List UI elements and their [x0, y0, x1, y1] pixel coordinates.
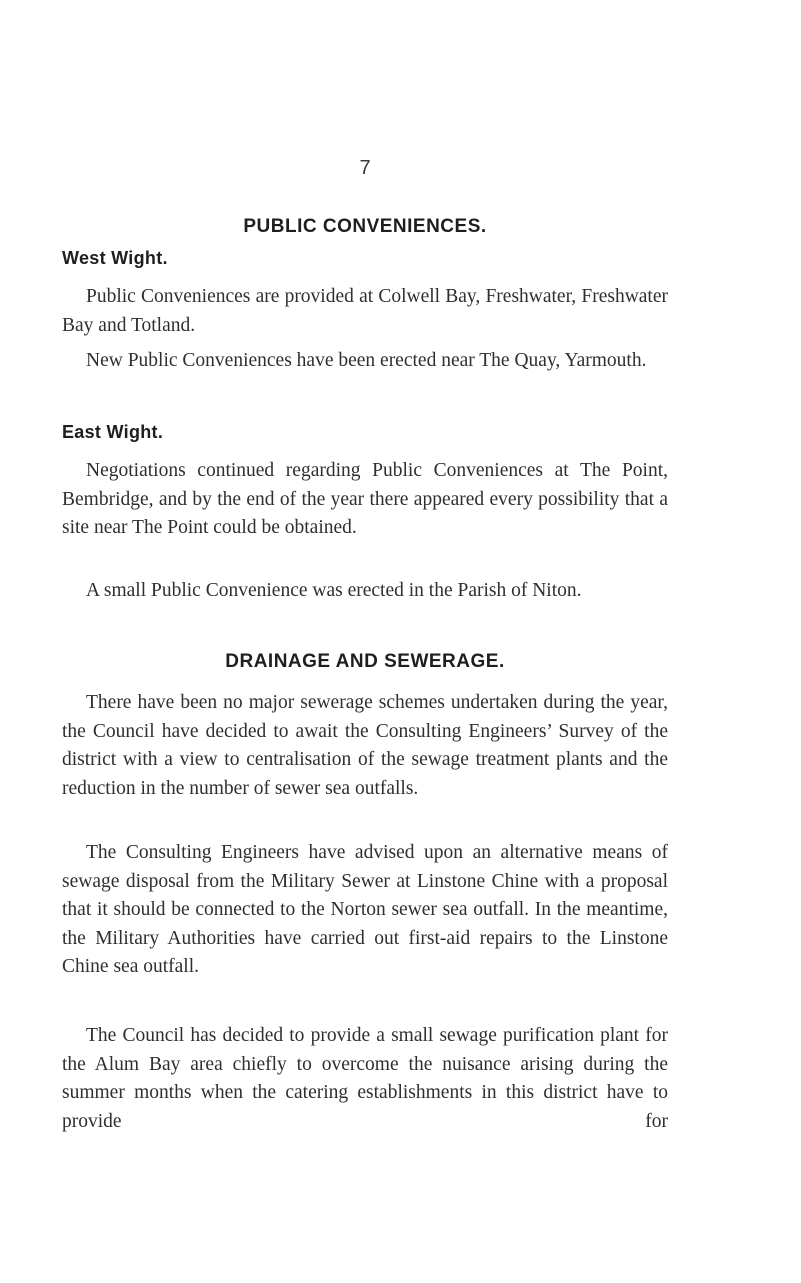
paragraph-west-wight-1: Public Conveniences are provided at Colwell Bay, Freshwater, Freshwater Bay and Totland.	[62, 286, 668, 336]
paragraph-drainage-1: There have been no major sewerage schemes undertaken during the year, the Council have decided to await the Consulting Engineers’ Survey of the district with a view to centralisation of the sewage treatment plants and the reduction in the number of sewer sea outfalls.	[62, 692, 668, 799]
paragraph-drainage-2: The Consulting Engineers have advised upon an alternative means of sewage disposal from the Military Sewer at Linstone Chine with a proposal that it should be connected to the Norton sewer sea outfall. In the meantime, the Military Authorities have carried out first-aid repairs to the Linstone Chine sea outfall.	[62, 842, 668, 977]
section-title-drainage: DRAINAGE AND SEWERAGE.	[225, 651, 505, 672]
paragraph-drainage-3: The Council has decided to provide a small sewage purification plant for the Alum Bay area chiefly to overcome the nuisance arising during the summer months when the catering establishments in this district have to provide for	[62, 1025, 668, 1132]
paragraph-east-wight-1: Negotiations continued regarding Public Conveniences at The Point, Bembridge, and by the end of the year there appeared every possibility that a site near The Point could be obtained.	[62, 460, 668, 538]
subheading-east-wight: East Wight.	[62, 422, 164, 442]
subheading-west-wight: West Wight.	[62, 248, 168, 268]
section-title-public-conveniences: PUBLIC CONVENIENCES.	[243, 216, 487, 237]
paragraph-east-wight-2: A small Public Convenience was erected in the Parish of Niton.	[86, 580, 582, 601]
paragraph-west-wight-2: New Public Conveniences have been erected near The Quay, Yarmouth.	[86, 350, 647, 371]
page-number: 7	[359, 157, 371, 179]
